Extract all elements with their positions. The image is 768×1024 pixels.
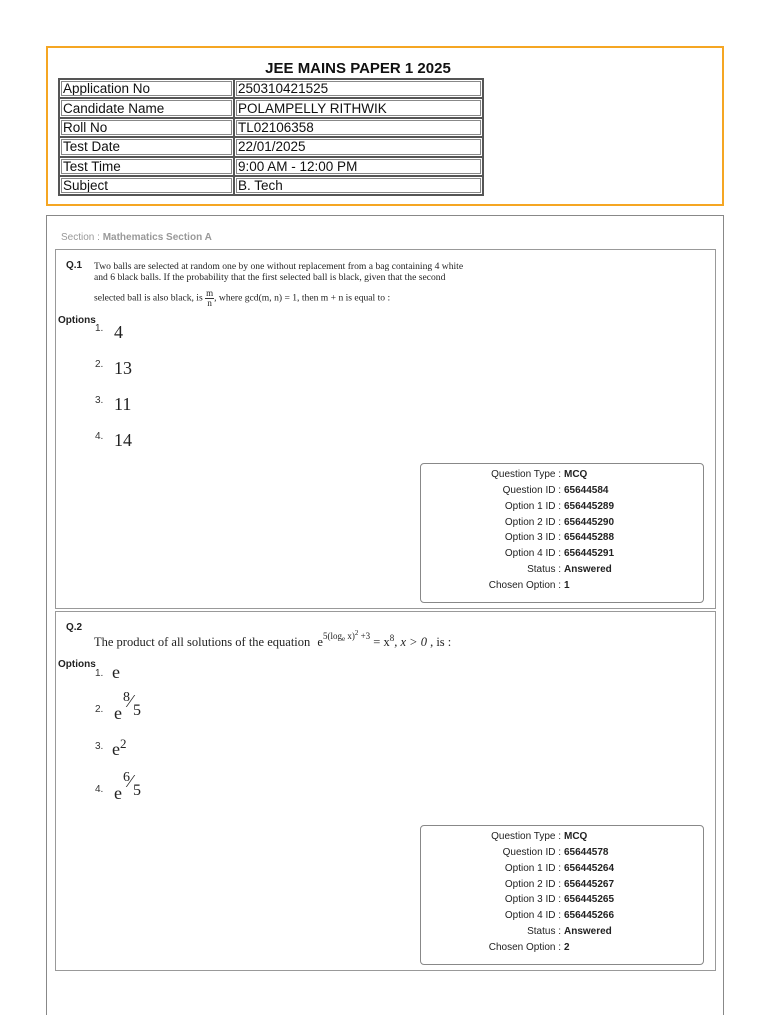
section-panel xyxy=(46,215,724,1015)
meta-row: Chosen Option : 1 xyxy=(488,580,570,591)
test-date-value: 22/01/2025 xyxy=(234,137,483,156)
option-number: 1. xyxy=(95,668,104,679)
question-text-line: selected ball is also black, is $\frac{m}{n}$ , where gcd(m, n) = 1, then m + n is equal to : xyxy=(94,288,391,308)
section-prefix: Section : xyxy=(61,232,100,243)
option-value: e xyxy=(112,662,120,682)
meta-row: Option 2 ID : 656445267 xyxy=(504,879,615,890)
meta-row: Option 4 ID : 656445291 xyxy=(504,548,615,559)
question-number: Q.2 xyxy=(66,622,83,633)
option-value: $e^2$ xyxy=(112,736,127,759)
option-number: 4. xyxy=(95,784,104,795)
options-label: Options xyxy=(58,315,96,326)
question-text: The product of all solutions of the equation $e^{5(log_e x)^2 +3} = x^8$, x > 0 , is : xyxy=(94,629,452,649)
option-number: 3. xyxy=(95,395,104,406)
table-row xyxy=(59,176,483,195)
application-no-value: 250310421525 xyxy=(234,79,483,98)
meta-row: Chosen Option : 2 xyxy=(488,942,570,953)
paper-title: JEE MAINS PAPER 1 2025 xyxy=(265,60,451,77)
subject-value: B. Tech xyxy=(234,176,483,195)
candidate-name-label: Candidate Name xyxy=(59,98,234,117)
meta-row: Option 1 ID : 656445289 xyxy=(504,501,615,512)
option-value: e 8 ⁄ 5 xyxy=(114,690,141,723)
option-value: 13 xyxy=(114,358,132,378)
application-no-label: Application No xyxy=(59,79,234,98)
question-meta-box xyxy=(420,463,704,603)
equation: $e^{5(log_e x)^2 +3} = x^8$, x > 0 xyxy=(317,629,427,649)
table-row xyxy=(59,137,483,156)
option-number: 4. xyxy=(95,431,104,442)
question-text-line: Two balls are selected at random one by one without replacement from a bag containing 4 white xyxy=(94,261,464,272)
option-value: 4 xyxy=(114,322,123,342)
question-number: Q.1 xyxy=(66,260,83,271)
question-text-line: and 6 black balls. If the probability that the first selected ball is black, given that the second xyxy=(94,272,446,283)
section-label xyxy=(61,232,212,243)
option-number: 1. xyxy=(95,323,104,334)
meta-row: Option 2 ID : 656445290 xyxy=(504,517,615,528)
table-row xyxy=(59,157,483,176)
table-row xyxy=(59,79,483,98)
fraction: $\frac{m}{n}$ xyxy=(206,288,214,308)
meta-row: Option 4 ID : 656445266 xyxy=(504,910,615,921)
option-number: 2. xyxy=(95,704,104,715)
table-row xyxy=(59,98,483,117)
test-date-label: Test Date xyxy=(59,137,234,156)
table-row xyxy=(59,118,483,137)
section-name: Mathematics Section A xyxy=(102,232,212,243)
roll-no-value: TL02106358 xyxy=(234,118,483,137)
roll-no-label: Roll No xyxy=(59,118,234,137)
candidate-info-table xyxy=(58,78,484,196)
question-meta-box xyxy=(420,825,704,965)
meta-row: Question ID : 65644578 xyxy=(502,847,609,858)
candidate-info-panel xyxy=(46,46,724,206)
option-number: 3. xyxy=(95,741,104,752)
meta-row: Question Type : MCQ xyxy=(491,469,588,480)
options-label: Options xyxy=(58,659,96,670)
option-value: 11 xyxy=(114,394,132,414)
test-time-label: Test Time xyxy=(59,157,234,176)
meta-row: Option 3 ID : 656445288 xyxy=(504,532,615,543)
meta-row: Question Type : MCQ xyxy=(491,831,588,842)
meta-row: Option 1 ID : 656445264 xyxy=(504,863,615,874)
question-card-2 xyxy=(55,611,716,971)
option-number: 2. xyxy=(95,359,104,370)
candidate-name-value: POLAMPELLY RITHWIK xyxy=(234,98,483,117)
test-time-value: 9:00 AM - 12:00 PM xyxy=(234,157,483,176)
meta-row: Question ID : 65644584 xyxy=(502,485,609,496)
option-value: 14 xyxy=(114,430,132,450)
question-card-1 xyxy=(55,249,716,609)
subject-label: Subject xyxy=(59,176,234,195)
question-text xyxy=(94,261,534,308)
meta-row: Status : Answered xyxy=(527,564,612,575)
option-value: e 6 ⁄ 5 xyxy=(114,770,141,803)
meta-row: Status : Answered xyxy=(527,926,612,937)
meta-row: Option 3 ID : 656445265 xyxy=(504,894,615,905)
